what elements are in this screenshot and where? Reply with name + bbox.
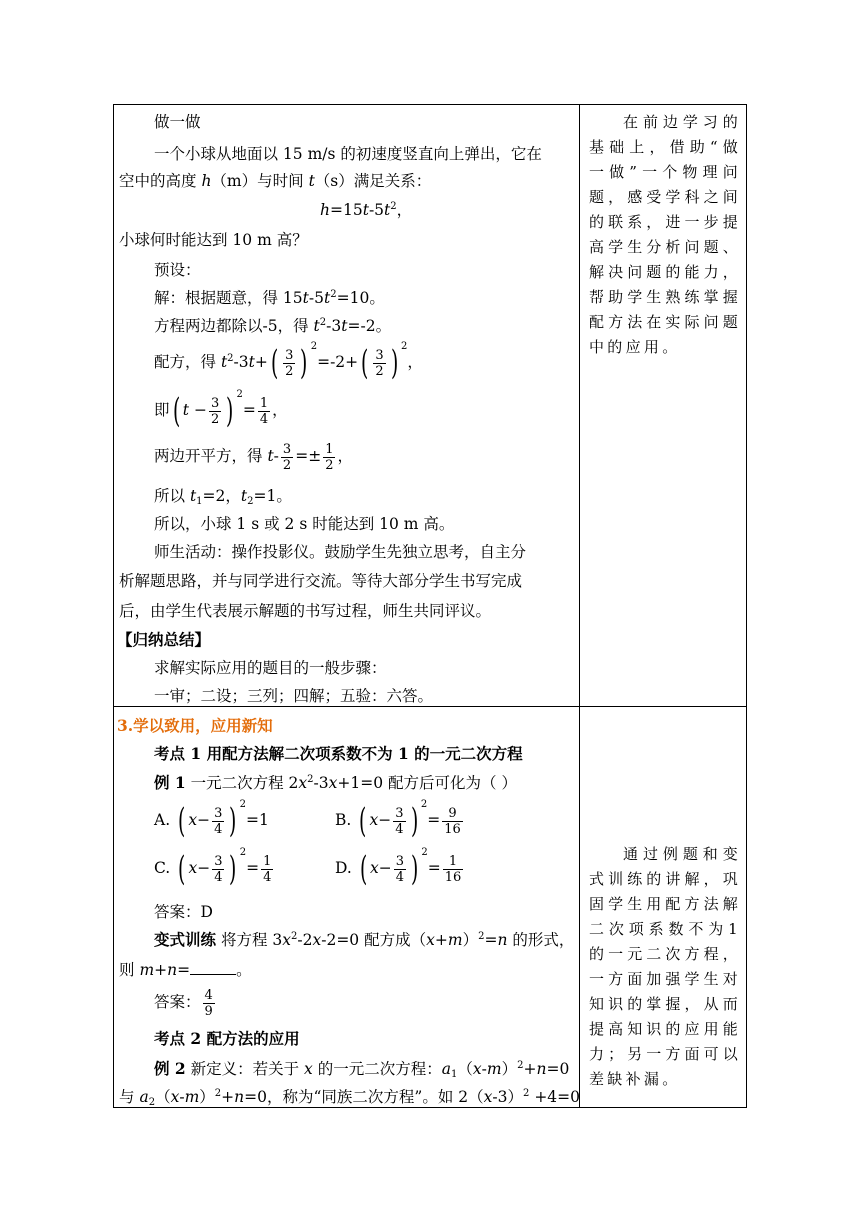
fraction: $\frac{3}{2}$: [282, 441, 292, 473]
example1-answer: 答案：D: [154, 903, 213, 921]
fraction: $\frac{1}{4}$: [259, 395, 269, 427]
row1-side-note: 在前边学习的基础上，借助“做一做”一个物理问题，感受学科之间的联系，进一步提高学生分析问题、解决问题的能力，帮助学生熟练掌握配方法在实际问题中的应用。: [589, 113, 741, 356]
option-a: A. ( x− $\frac{3}{4}$ ) 2=1: [154, 799, 269, 841]
variant-training-line2: 则 m+n= 。: [119, 961, 252, 979]
row1-solution-step3: 配方，得 $t^2-3t+$( $\frac{3}{2}$ ) 2=-2+( $\frac{3}{2}$ ) 2，: [154, 341, 423, 383]
fraction: $\frac{1}{2}$: [325, 441, 334, 473]
row1-formula: $h=15t-5t^2$，: [320, 201, 413, 219]
section-title: 3.学以致用，应用新知: [117, 716, 273, 735]
row1-summary-line1: 求解实际应用的题目的一般步骤：: [154, 659, 387, 677]
row1-problem-line2: 空中的高度 h（m）与时间 t（s）满足关系：: [119, 172, 432, 190]
row1-question: 小球何时能达到 10 m 高？: [119, 231, 308, 249]
example2-line2: 与 $a_2(x-m)^2+n=0$，称为“同族二次方程”。如 $2(x-3)^2 +4=0$: [119, 1088, 581, 1108]
fraction: $\frac{3}{2}$: [285, 347, 294, 379]
fraction: $\frac{4}{9}$: [204, 987, 213, 1019]
fraction: $\frac{3}{4}$: [395, 853, 405, 885]
option-c: C. ( x− $\frac{3}{4}$ ) 2= $\frac{1}{4}$: [154, 847, 272, 889]
row2-side-note: 通过例题和变式训练的讲解，巩固学生用配方法解二次项系数不为1的一元二次方程，一方面加强学生对知识的掌握，从而提高知识的应用能力；另一方面可以差缺补漏。: [589, 845, 741, 1088]
row1-summary-title: 【归纳总结】: [117, 630, 211, 649]
row1-solution-step2: 方程两边都除以-5，得 $t^2-3t=-2$。: [154, 317, 392, 335]
example2-line1: 例 2 新定义：若关于 x 的一元二次方程：$a_1(x-m)^2+n=0$: [154, 1059, 570, 1080]
example1-question: 例 1 一元二次方程 $2x^2-3x+1=0$ 配方后可化为（ ）: [154, 773, 517, 792]
row1-heading: 做一做: [154, 113, 201, 131]
fraction: $\frac{3}{4}$: [214, 805, 223, 837]
row1-solution-step4: 即( t − $\frac{3}{2}$ ) 2= $\frac{1}{4}$ ，: [154, 389, 288, 431]
row1-activity-line2: 析解题思路，并与同学进行交流。等待大部分学生书写完成: [119, 572, 523, 590]
row1-problem-line1: 一个小球从地面以 15 m/s 的初速度竖直向上弹出，它在: [154, 145, 542, 163]
point2-heading: 考点 2 配方法的应用: [154, 1029, 300, 1048]
fraction: $\frac{9}{16}$: [444, 805, 461, 837]
table-border-left: [113, 104, 114, 1108]
lesson-table: [113, 104, 747, 1108]
answer-blank: [190, 974, 236, 975]
table-row-divider: [113, 706, 747, 707]
table-border-top: [113, 104, 747, 105]
variant-training-line1: 变式训练 将方程 $3x^2-2x-2=0$ 配方成$(x+m)^2=n$ 的形式，: [154, 930, 575, 949]
table-column-divider: [579, 104, 580, 1108]
option-d: D. ( x− $\frac{3}{4}$ ) 2= $\frac{1}{16}$: [335, 847, 462, 889]
fraction: $\frac{3}{2}$: [375, 347, 384, 379]
row1-solution-step6: 所以 $t_1=2$，$t_2=1$。: [154, 487, 292, 507]
point1-heading: 考点 1 用配方法解二次项系数不为 1 的一元二次方程: [154, 744, 523, 763]
fraction: $\frac{1}{4}$: [263, 853, 272, 885]
fraction: $\frac{3}{4}$: [214, 853, 223, 885]
row1-solution-step1: 解：根据题意，得 $15t-5t^2=10$。: [154, 289, 385, 307]
fraction: $\frac{1}{16}$: [444, 853, 462, 885]
row1-summary-line2: 一审；二设；三列；四解；五验：六答。: [154, 687, 434, 705]
row1-activity-line1: 师生活动：操作投影仪。鼓励学生先独立思考，自主分: [154, 543, 527, 561]
variant-answer: 答案： $\frac{4}{9}$: [154, 987, 213, 1019]
row1-solution-conclusion: 所以，小球 1 s 或 2 s 时能达到 10 m 高。: [154, 515, 455, 533]
row1-activity-line3: 后，由学生代表展示解题的书写过程，师生共同评议。: [119, 602, 492, 620]
row1-preset: 预设：: [154, 261, 201, 279]
fraction: $\frac{3}{4}$: [395, 805, 404, 837]
table-border-bottom: [113, 1107, 747, 1108]
fraction: $\frac{3}{2}$: [210, 395, 220, 427]
table-border-right: [746, 104, 747, 1108]
row1-solution-step5: 两边开平方，得 t- $\frac{3}{2}$ =± $\frac{1}{2}$ ，: [154, 441, 353, 473]
option-b: B. ( x− $\frac{3}{4}$ ) 2= $\frac{9}{16}$: [335, 799, 461, 841]
